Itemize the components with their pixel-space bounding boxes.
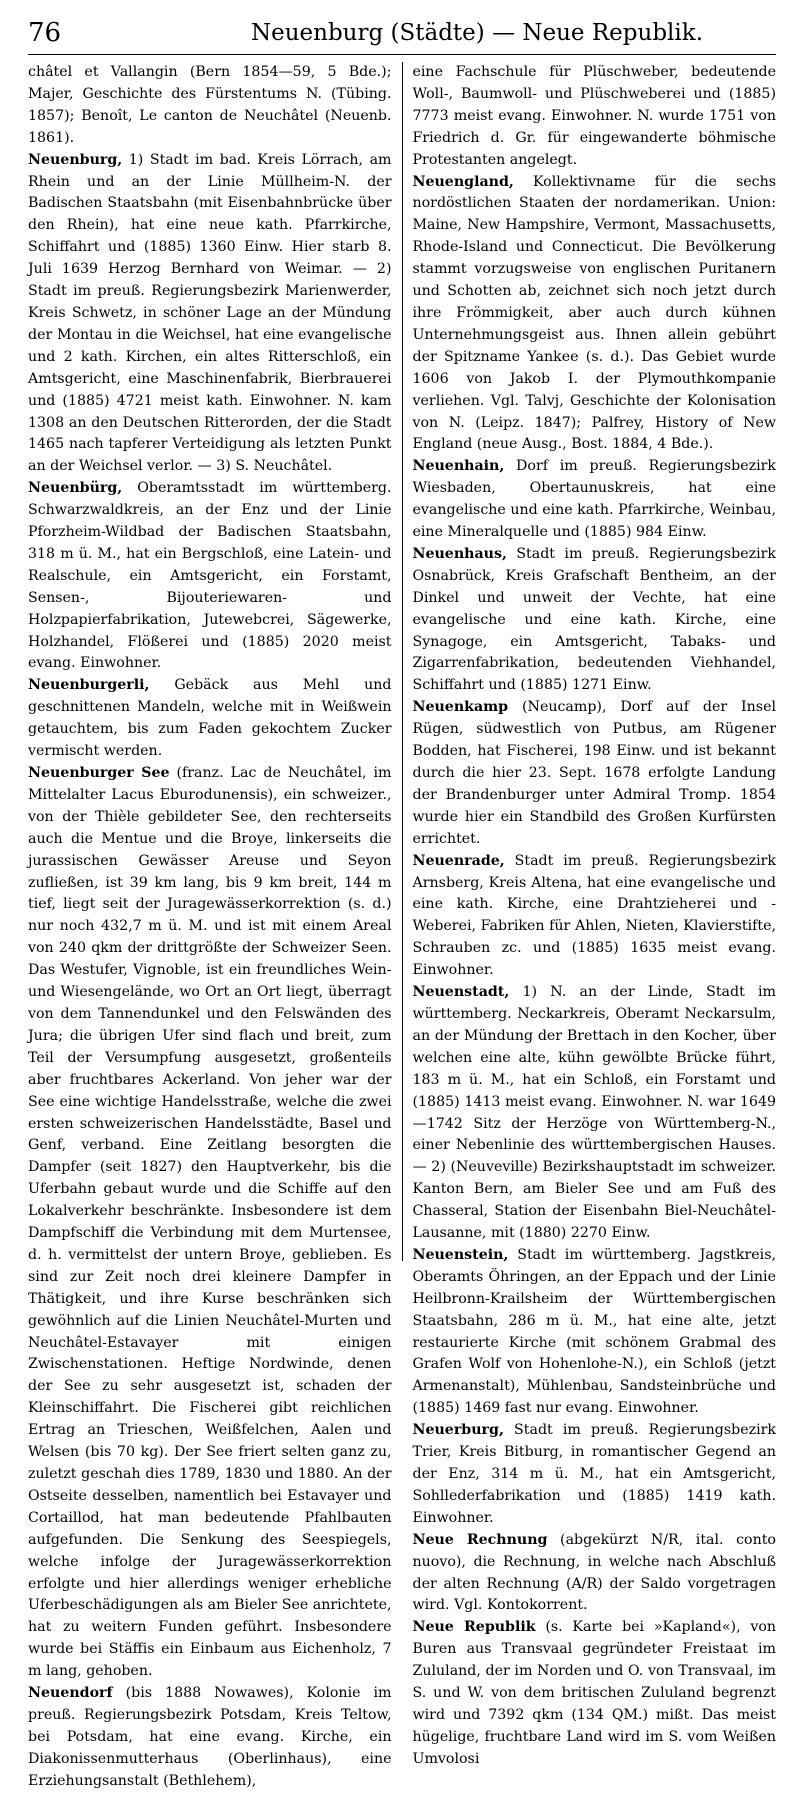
entry-text: 1) N. an der Linde, Stadt im württemberg. Neckarkreis, Oberamt Neckarsulm, an der Mündung der Brettach in den Kocher, über welchen eine alte, kühn gewölbte Brücke führt, 183 m ü. M., hat ein Schloß, ein Forstamt und (1885) 1413 meist evang. Einwohner. N. war 1649—1742 Sitz der Herzöge von Württemberg-N., einer Nebenlinie des württembergischen Hauses. — 2) (Neuveville) Bezirkshauptstadt im schweizer. Kanton Bern, am Bieler See und am Fuß des Chasseral, Station der Eisenbahn Biel-Neuchâtel-Lausanne, mit (1880) 2270 Einw. xyxy=(412,984,776,1242)
entry-text: 1) Stadt im bad. Kreis Lörrach, am Rhein und an der Linie Müllheim-N. der Badischen Staatsbahn (mit Eisenbahnbrücke über den Rhein), hat eine neue kath. Pfarrkirche, Schiffahrt und (1885) 1360 Einw. Hier starb 8. Juli 1639 Herzog Bernhard von Weimar. — 2) Stadt im preuß. Regierungsbezirk Marienwerder, Kreis Schwetz, in schöner Lage an der Mündung der Montau in die Weichsel, hat eine evangelische und 2 kath. Kirchen, ein altes Ritterschloß, ein Amtsgericht, eine Maschinenfabrik, Bierbrauerei und (1885) 4721 meist kath. Einwohner. N. kam 1308 an den Deutschen Ritterorden, der die Stadt 1465 nach tapferer Verteidigung als letzten Punkt an der Weichsel verlor. — 3) S. Neuchâtel. xyxy=(28,151,392,475)
entry-text: Stadt im preuß. Regierungsbezirk Trier, Kreis Bitburg, in romantischer Gegend an der Enz, 314 m ü. M., hat ein Amtsgericht, Sohllederfabrikation und (1885) 1419 kath. Einwohner. xyxy=(412,1422,776,1526)
entry-headword: Neuendorf xyxy=(28,1685,113,1702)
entry-text: (franz. Lac de Neuchâtel, im Mittelalter Lacus Eburodunensis), ein schweizer., von der Thièle gebildeter See, den rechterseits auch die Mentue und die Broye, linkerseits die jurassischen Gewässer Areuse und Seyon zufließen, ist 39 km lang, bis 9 km breit, 144 m tief, liegt seit der Juragewässerkorrektion (s. d.) nur noch 432,7 m ü. M. und ist mit einem Areal von 240 qkm der drittgrößte der Schweizer Seen. Das Westufer, Vignoble, ist ein freundliches Wein- und Wiesengelände, wo Ort an Ort liegt, überragt von dem Tannendunkel und den Felswänden des Jura; die übrigen Ufer sind flach und breit, zum Teil der Versumpfung ausgesetzt, großenteils aber fruchtbares Ackerland. Von jeher war der See eine wichtige Handelsstraße, welche die zwei ersten schweizerischen Handelsstädte, Basel und Genf, verband. Eine Zeitlang besorgten die Dampfer (seit 1827) den Hauptverkehr, bis die Uferbahn gebaut wurde und die Schiffe auf den Lokalverkehr beschränkte. Insbesondere ist dem Dampfschiff die Verbindung mit dem Murtensee, d. h. vermittelst der untern Broye, geblieben. Es sind zur Zeit noch drei kleinere Dampfer in Thätigkeit, und ihre Kurse beschränken sich gewöhnlich auf die Linien Neuchâtel-Murten und Neuchâtel-Estavayer mit einigen Zwischenstationen. Heftige Nordwinde, denen der See zu sehr ausgesetzt ist, schaden der Kleinschiffahrt. Die Fischerei gibt reichlichen Ertrag an Trieschen, Weißfelchen, Aalen und Welsen (bis 70 kg). Der See friert selten ganz zu, zuletzt geschah dies 1789, 1830 und 1880. An der Ostseite desselben, namentlich bei Estavayer und Cortaillod, hat man bedeutende Pfahlbauten aufgefunden. Die Senkung des Seespiegels, welche infolge der Juragewässerkorrektion erfolgte und hier allerdings weniger erhebliche Uferbeschädigungen als am Bieler See anrichtete, hat zu weitern Funden geführt. Insbesondere wurde bei Stäffis ein Einbaum aus Eichenholz, 7 m lang, gehoben. xyxy=(28,765,392,1680)
entry-text: Stadt im württemberg. Jagstkreis, Oberamts Öhringen, an der Eppach und der Linie Heilbronn-Krailsheim der Württembergischen Staatsbahn, 286 m ü. M., hat eine alte, jetzt restaurierte Kirche (mit schönem Grabmal des Grafen Wolf von Hohenlohe-N.), ein Schloß (jetzt Armenanstalt), Mühlenbau, Sandsteinbrüche und (1885) 1469 fast nur evang. Einwohner. xyxy=(412,1246,776,1417)
entry-headword: Neuenstein, xyxy=(412,1246,509,1263)
entry xyxy=(413,1530,777,1618)
entry xyxy=(413,456,777,544)
entry-text: (s. Karte bei »Kapland«), von Buren aus Transvaal gegründeter Freistaat im Zululand, der im Norden und O. von Transvaal, im S. und W. von dem britischen Zululand begrenzt wird und 7392 qkm (134 QM.) mißt. Das meist hügelige, fruchtbare Land wird im S. vom Weißen Umvolosi xyxy=(412,1619,777,1767)
entry-headword: Neuenburgerli, xyxy=(28,677,150,694)
entry-headword: Neuenstadt, xyxy=(412,984,510,1001)
entry-headword: Neuenburg, xyxy=(28,151,123,168)
entry-headword: Neuenhaus, xyxy=(412,545,507,562)
entry-text: Dorf im preuß. Regierungsbezirk Wiesbaden, Obertaunuskreis, hat eine evangelische und eine kath. Pfarrkirche, Weinbau, eine Mineralquelle und (1885) 984 Einw. xyxy=(412,458,777,541)
page-number: 76 xyxy=(28,18,62,48)
entry xyxy=(413,697,777,850)
entry-headword: Neue Rechnung xyxy=(412,1531,548,1548)
entry-text: Stadt im preuß. Regierungsbezirk Arnsberg, Kreis Altena, hat eine evangelische und eine kath. Kirche, eine Drahtzieherei und -Weberei, Fabriken für Ahlen, Nieten, Klavierstifte, Schrauben zc. und (1885) 1635 meist evang. Einwohner. xyxy=(412,852,776,979)
entry xyxy=(413,172,777,457)
text-columns xyxy=(28,62,777,1789)
entry xyxy=(28,763,392,1683)
entry-headword: Neuengland, xyxy=(412,173,514,190)
entry xyxy=(28,62,392,150)
entry-text: (bis 1888 Nowawes), Kolonie im preuß. Regierungsbezirk Potsdam, Kreis Teltow, bei Potsdam, hat eine evang. Kirche, ein Diakonissenmutterhaus (Oberlinhaus), eine Erziehungsanstalt (Bethlehem), xyxy=(28,1685,392,1789)
entry-headword: Neuenburger See xyxy=(28,765,170,781)
entry xyxy=(28,1683,392,1793)
right-column xyxy=(403,62,777,1767)
entry xyxy=(28,150,392,479)
entry-text: Oberamtsstadt im württemberg. Schwarzwaldkreis, an der Enz und der Linie Pforzheim-Wildbad der Badischen Staatsbahn, 318 m ü. M., hat ein Bergschloß, eine Latein- und Realschule, ein Amtsgericht, ein Forstamt, Sensen-, Bijouteriewaren- und Holzpapierfabrikation, Jutewebcrei, Sägewerke, Holzhandel, Flößerei und (1885) 2020 meist evang. Einwohner. xyxy=(28,480,392,672)
entry xyxy=(413,62,777,172)
entry xyxy=(413,851,777,982)
entry xyxy=(413,1420,777,1530)
entry-headword: Neuenkamp xyxy=(412,699,509,716)
entry-headword: Neuenrade, xyxy=(412,852,505,869)
entry xyxy=(28,675,392,763)
entry-text: (abgekürzt N/R, ital. conto nuovo), die Rechnung, in welche nach Abschluß der alten Rechnung (A/R) der Saldo vorgetragen wird. Vgl. Kontokorrent. xyxy=(412,1531,776,1614)
entry-text: Stadt im preuß. Regierungsbezirk Osnabrück, Kreis Grafschaft Bentheim, an der Dinkel und unweit der Vechte, hat eine evangelische und eine kath. Kirche, eine Synagoge, ein Amtsgericht, Tabaks- und Zigarrenfabrikation, bedeutenden Viehhandel, Schiffahrt und (1885) 1271 Einw. xyxy=(412,545,776,694)
entry xyxy=(413,544,777,697)
left-column xyxy=(28,62,402,1789)
entry-text: châtel et Vallangin (Bern 1854—59, 5 Bde.); Majer, Geschichte des Fürstentums N. (Tübing. 1857); Benoît, Le canton de Neuchâtel (Neuenb. 1861). xyxy=(28,64,392,146)
entry-text: eine Fachschule für Plüschweber, bedeutende Woll-, Baumwoll- und Plüschweberei und (1885) 7773 meist evang. Einwohner. N. wurde 1751 von Friedrich d. Gr. für eingewanderte böhmische Protestanten angelegt. xyxy=(412,64,776,168)
entry-headword: Neuenbürg, xyxy=(28,480,123,497)
entry-headword: Neuerburg, xyxy=(412,1422,504,1439)
entry xyxy=(413,982,777,1245)
entry-text: Kollektivname für die sechs nordöstlichen Staaten der nordamerikan. Union: Maine, New Hampshire, Vermont, Massachusetts, Rhode-Island und Connecticut. Die Bevölkerung stammt vorzugsweise von englischen Puritanern und Schotten ab, zeichnet sich noch jetzt durch ihre Frömmigkeit, aber auch durch kühnen Unternehmungsgeist aus. Ihnen allein gebührt der Spitzname Yankee (s. d.). Das Gebiet wurde 1606 von Jakob I. der Plymouthkompanie verliehen. Vgl. Talvj, Geschichte der Kolonisation von N. (Leipz. 1847); Palfrey, History of New England (neue Ausg., Bost. 1884, 4 Bde.). xyxy=(412,173,776,453)
entry-headword: Neuenhain, xyxy=(412,458,505,475)
entry-text: (Neucamp), Dorf auf der Insel Rügen, südwestlich von Putbus, am Rügener Bodden, hat Fischerei, 198 Einw. und ist bekannt durch die hier 23. Sept. 1678 erfolgte Landung der Brandenburger unter Admiral Tromp. 1854 wurde hier ein Standbild des Großen Kurfürsten errichtet. xyxy=(412,699,776,847)
entry xyxy=(413,1617,777,1770)
entry xyxy=(413,1245,777,1420)
entry-text: Gebäck aus Mehl und geschnittenen Mandeln, welche mit in Weißwein getauchtem, bis zum Faden gekochtem Zucker vermischt werden. xyxy=(28,677,392,760)
entry xyxy=(28,478,392,675)
entry-headword: Neue Republik xyxy=(412,1619,536,1636)
running-title: Neuenburg (Städte) — Neue Republik. xyxy=(250,20,703,46)
page-header xyxy=(28,14,776,55)
